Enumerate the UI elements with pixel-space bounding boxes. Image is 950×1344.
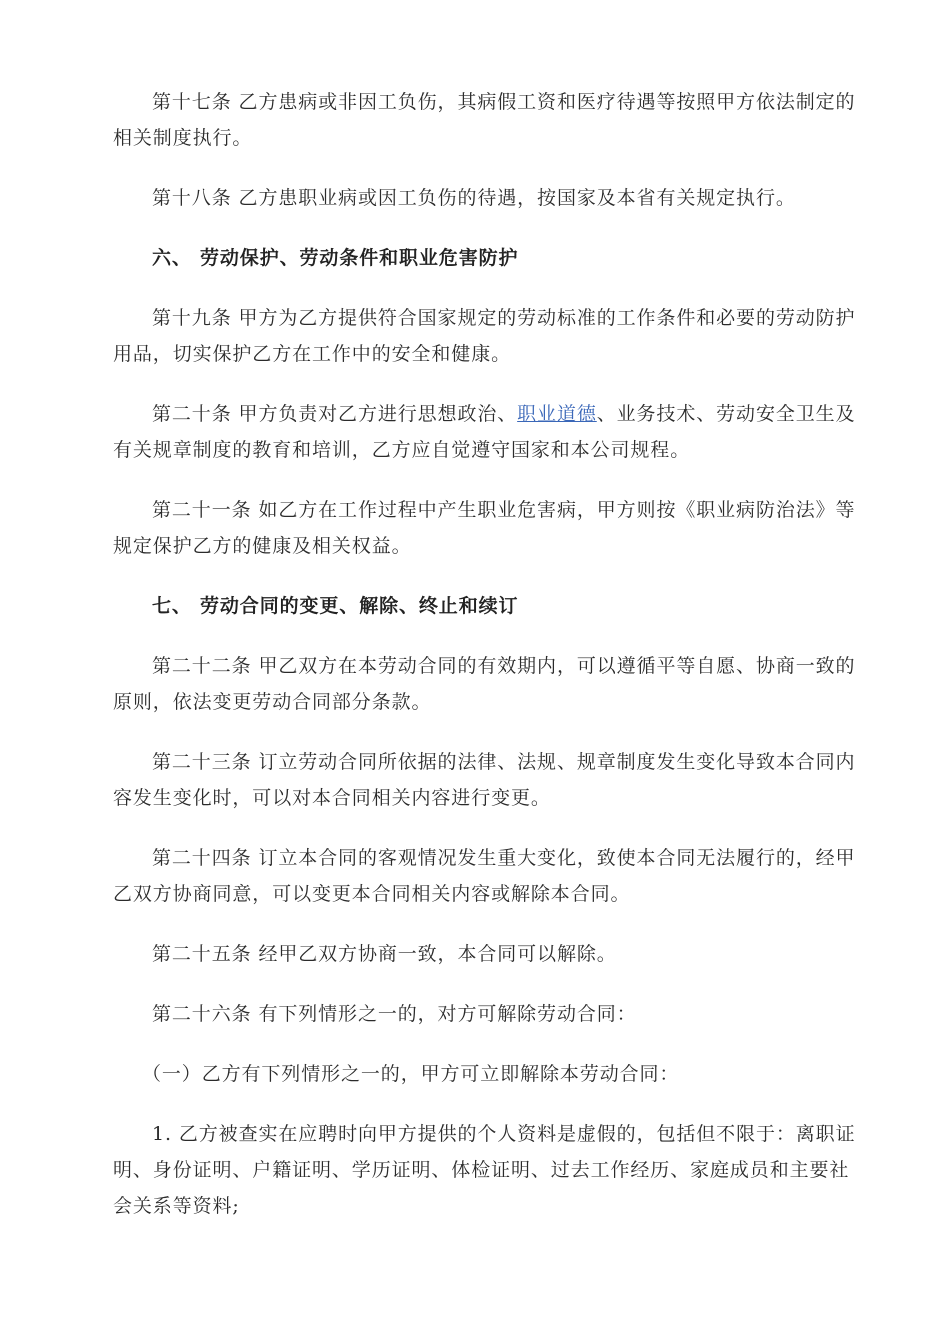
article-24-line-2: 乙双方协商同意，可以变更本合同相关内容或解除本合同。 — [113, 883, 631, 905]
section-title: 劳动保护、劳动条件和职业危害防护 — [200, 247, 519, 269]
article-17-line-1: 第十七条 乙方患病或非因工负伤，其病假工资和医疗待遇等按照甲方依法制定的 — [152, 91, 856, 113]
article-26-clause-1: （一）乙方有下列情形之一的，甲方可立即解除本劳动合同： — [142, 1063, 680, 1085]
section-title: 劳动合同的变更、解除、终止和续订 — [200, 595, 519, 617]
section-number: 七、 — [152, 595, 192, 617]
article-26-item-1-line-2: 明、身份证明、户籍证明、学历证明、体检证明、过去工作经历、家庭成员和主要社 — [113, 1159, 850, 1181]
article-19-line-1: 第十九条 甲方为乙方提供符合国家规定的劳动标准的工作条件和必要的劳动防护 — [152, 307, 856, 329]
article-23-line-2: 容发生变化时，可以对本合同相关内容进行变更。 — [113, 787, 551, 809]
article-20-text-after: 、业务技术、劳动安全卫生及 — [596, 403, 856, 425]
article-26-item-1-line-1: 1. 乙方被查实在应聘时向甲方提供的个人资料是虚假的，包括但不限于：离职证 — [152, 1123, 856, 1145]
article-21-line-1: 第二十一条 如乙方在工作过程中产生职业危害病，甲方则按《职业病防治法》等 — [152, 499, 856, 521]
section-number: 六、 — [152, 247, 192, 269]
article-20-line-1 — [152, 402, 856, 426]
article-26-item-1-line-3: 会关系等资料; — [113, 1195, 240, 1217]
article-25: 第二十五条 经甲乙双方协商一致，本合同可以解除。 — [152, 943, 617, 965]
article-20-line-2: 有关规章制度的教育和培训，乙方应自觉遵守国家和本公司规程。 — [113, 439, 691, 461]
article-22-line-1: 第二十二条 甲乙双方在本劳动合同的有效期内，可以遵循平等自愿、协商一致的 — [152, 655, 856, 677]
section-heading-7 — [152, 594, 835, 618]
section-heading-6 — [152, 246, 835, 270]
article-17-line-2: 相关制度执行。 — [113, 127, 253, 149]
article-23-line-1: 第二十三条 订立劳动合同所依据的法律、法规、规章制度发生变化导致本合同内 — [152, 751, 856, 773]
article-20-text: 第二十条 甲方负责对乙方进行思想政治、 — [152, 403, 518, 425]
article-18: 第十八条 乙方患职业病或因工负伤的待遇，按国家及本省有关规定执行。 — [152, 187, 796, 209]
article-26: 第二十六条 有下列情形之一的，对方可解除劳动合同： — [152, 1003, 637, 1025]
article-24-line-1: 第二十四条 订立本合同的客观情况发生重大变化，致使本合同无法履行的，经甲 — [152, 847, 856, 869]
article-21-line-2: 规定保护乙方的健康及相关权益。 — [113, 535, 412, 557]
article-22-line-2: 原则，依法变更劳动合同部分条款。 — [113, 691, 432, 713]
article-19-line-2: 用品，切实保护乙方在工作中的安全和健康。 — [113, 343, 512, 365]
professional-ethics-link[interactable]: 职业道德 — [517, 403, 597, 425]
